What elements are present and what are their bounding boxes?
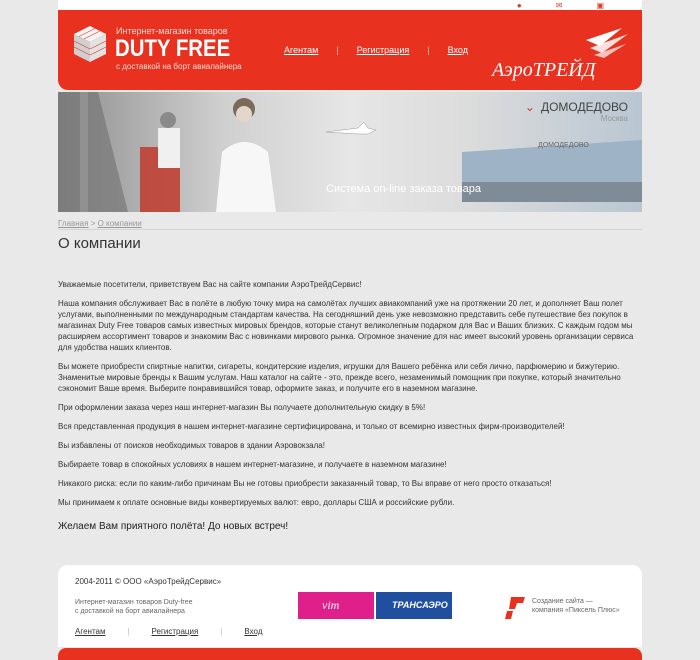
about-content bbox=[58, 279, 642, 516]
vim-avia-logo[interactable] bbox=[298, 592, 374, 619]
footer bbox=[58, 565, 642, 647]
logo-subtitle: с доставкой на борт авиалайнера bbox=[116, 62, 242, 71]
content-paragraph: При оформлении заказа через наш интернет-магазин Вы получаете дополнительную скидку в 5%! bbox=[58, 403, 426, 412]
header bbox=[58, 10, 642, 90]
site-creator[interactable] bbox=[532, 597, 620, 615]
footer-register-link[interactable]: Регистрация bbox=[151, 627, 199, 636]
nav-agents-link[interactable]: Агентам bbox=[284, 45, 319, 55]
footer-shop-info bbox=[75, 598, 193, 616]
content-paragraph: Выбираете товар в спокойных условиях в нашем интернет-магазине, и получаете в наземном магазине! bbox=[58, 460, 447, 469]
cube-logo-icon bbox=[72, 24, 108, 64]
logo-tagline: Интернет-магазин товаров bbox=[116, 26, 228, 36]
breadcrumb-home-link[interactable]: Главная bbox=[58, 219, 89, 228]
divider bbox=[58, 229, 642, 230]
footer-login-link[interactable]: Вход bbox=[244, 627, 263, 636]
partner-name: ТРАНСАЭРО bbox=[392, 600, 448, 610]
content-paragraph: Уважаемые посетители, приветствуем Вас на сайте компании АэроТрейдСервис! bbox=[58, 280, 362, 289]
city-subtitle: Москва bbox=[600, 114, 628, 123]
nav-separator: | bbox=[427, 45, 430, 55]
city-name: ДОМОДЕДОВО bbox=[540, 100, 628, 114]
mail-icon[interactable]: ✉ bbox=[555, 1, 563, 10]
copyright: 2004-2011 © ООО «АэроТрейдСервис» bbox=[75, 577, 222, 586]
info-icon[interactable]: ● bbox=[516, 1, 522, 10]
content-paragraph: Мы принимаем к оплате основные виды конвертируемых валют: евро, доллары США и российские рубли. bbox=[58, 498, 455, 507]
brand-name: АэроТРЕЙД bbox=[492, 59, 596, 81]
content-paragraph: Вы можете приобрести спиртные напитки, сигареты, кондитерские изделия, игрушки для Вашего ребёнка или себя лично, парфюмерию и бижутерию. Знаменитые мировые бренды к Вашим услугам. Наш каталог на сайте - это, прежде всего, незаменимый помощник при покупке, который значительно сэкономит Ваше время. Выберите понравившийся товар, оформите заказ, и получите его в наземном магазине. bbox=[58, 362, 621, 393]
banner-slogan: Система on-line заказа товара bbox=[326, 183, 481, 195]
breadcrumb-current[interactable]: О компании bbox=[97, 219, 142, 228]
page-title: О компании bbox=[58, 235, 141, 252]
nav-separator: | bbox=[127, 627, 130, 636]
content-paragraph: Наша компания обслуживает Вас в полёте в любую точку мира на самолётах лучших авиакомпаний уже на протяжении 20 лет, и дополняет Ваш полет услугами, выполненными по международным стандартам качества. На сегодняшний день уже невозможно представить себе путешествие без покупок в магазинах Duty Free товаров самых известных мировых брендов, которые станут великолепным подарком для Вас и Ваших близких. С каждым годом мы расширяем ассортимент товаров и знакомим Вас с новинками мирового рынка. Огромное значение для нас имеет высокий уровень организации сервиса для удобства наших клиентов. bbox=[58, 299, 634, 352]
page bbox=[58, 0, 642, 659]
footer-shop-line: с доставкой на борт авиалайнера bbox=[75, 608, 185, 615]
bottom-bar bbox=[58, 648, 642, 660]
terminal-sign: ДОМОДЕДОВО bbox=[538, 142, 589, 149]
footer-agents-link[interactable]: Агентам bbox=[75, 627, 106, 636]
content-paragraph: Вся представленная продукция в нашем интернет-магазине сертифицирована, и только от всемирно известных фирм-производителей! bbox=[58, 422, 565, 431]
closing-message: Желаем Вам приятного полёта! До новых встреч! bbox=[58, 521, 289, 532]
nav-login-link[interactable]: Вход bbox=[447, 45, 468, 55]
content-paragraph: Никакого риска: если по каким-либо причинам Вы не готовы приобрести заказанный товар, то Вы вправе от него просто отказаться! bbox=[58, 479, 552, 488]
aerotrade-logo[interactable] bbox=[490, 26, 630, 82]
footer-nav bbox=[75, 627, 263, 636]
chevron-down-icon[interactable]: ⌄ bbox=[524, 100, 535, 114]
nav-register-link[interactable]: Регистрация bbox=[356, 45, 410, 55]
partner-name: vim bbox=[322, 598, 340, 612]
breadcrumb bbox=[58, 219, 142, 228]
city-selector[interactable] bbox=[525, 100, 628, 123]
pixel-plus-logo-icon[interactable] bbox=[505, 597, 525, 619]
nav-separator: | bbox=[220, 627, 223, 636]
header-nav bbox=[284, 45, 468, 55]
creator-line: Создание сайта — bbox=[532, 598, 593, 605]
content-paragraph: Вы избавлены от поисков необходимых товаров в здании Аэровокзала! bbox=[58, 441, 325, 450]
transaero-logo[interactable] bbox=[376, 592, 452, 619]
nav-separator: | bbox=[336, 45, 339, 55]
creator-line: компания «Пиксель Плюс» bbox=[532, 607, 620, 614]
footer-shop-line: Интернет-магазин товаров Duty-free bbox=[75, 599, 193, 606]
sitemap-icon[interactable]: ▣ bbox=[596, 1, 604, 10]
logo-title[interactable]: DUTY FREE bbox=[115, 35, 231, 62]
breadcrumb-separator: > bbox=[90, 219, 96, 228]
